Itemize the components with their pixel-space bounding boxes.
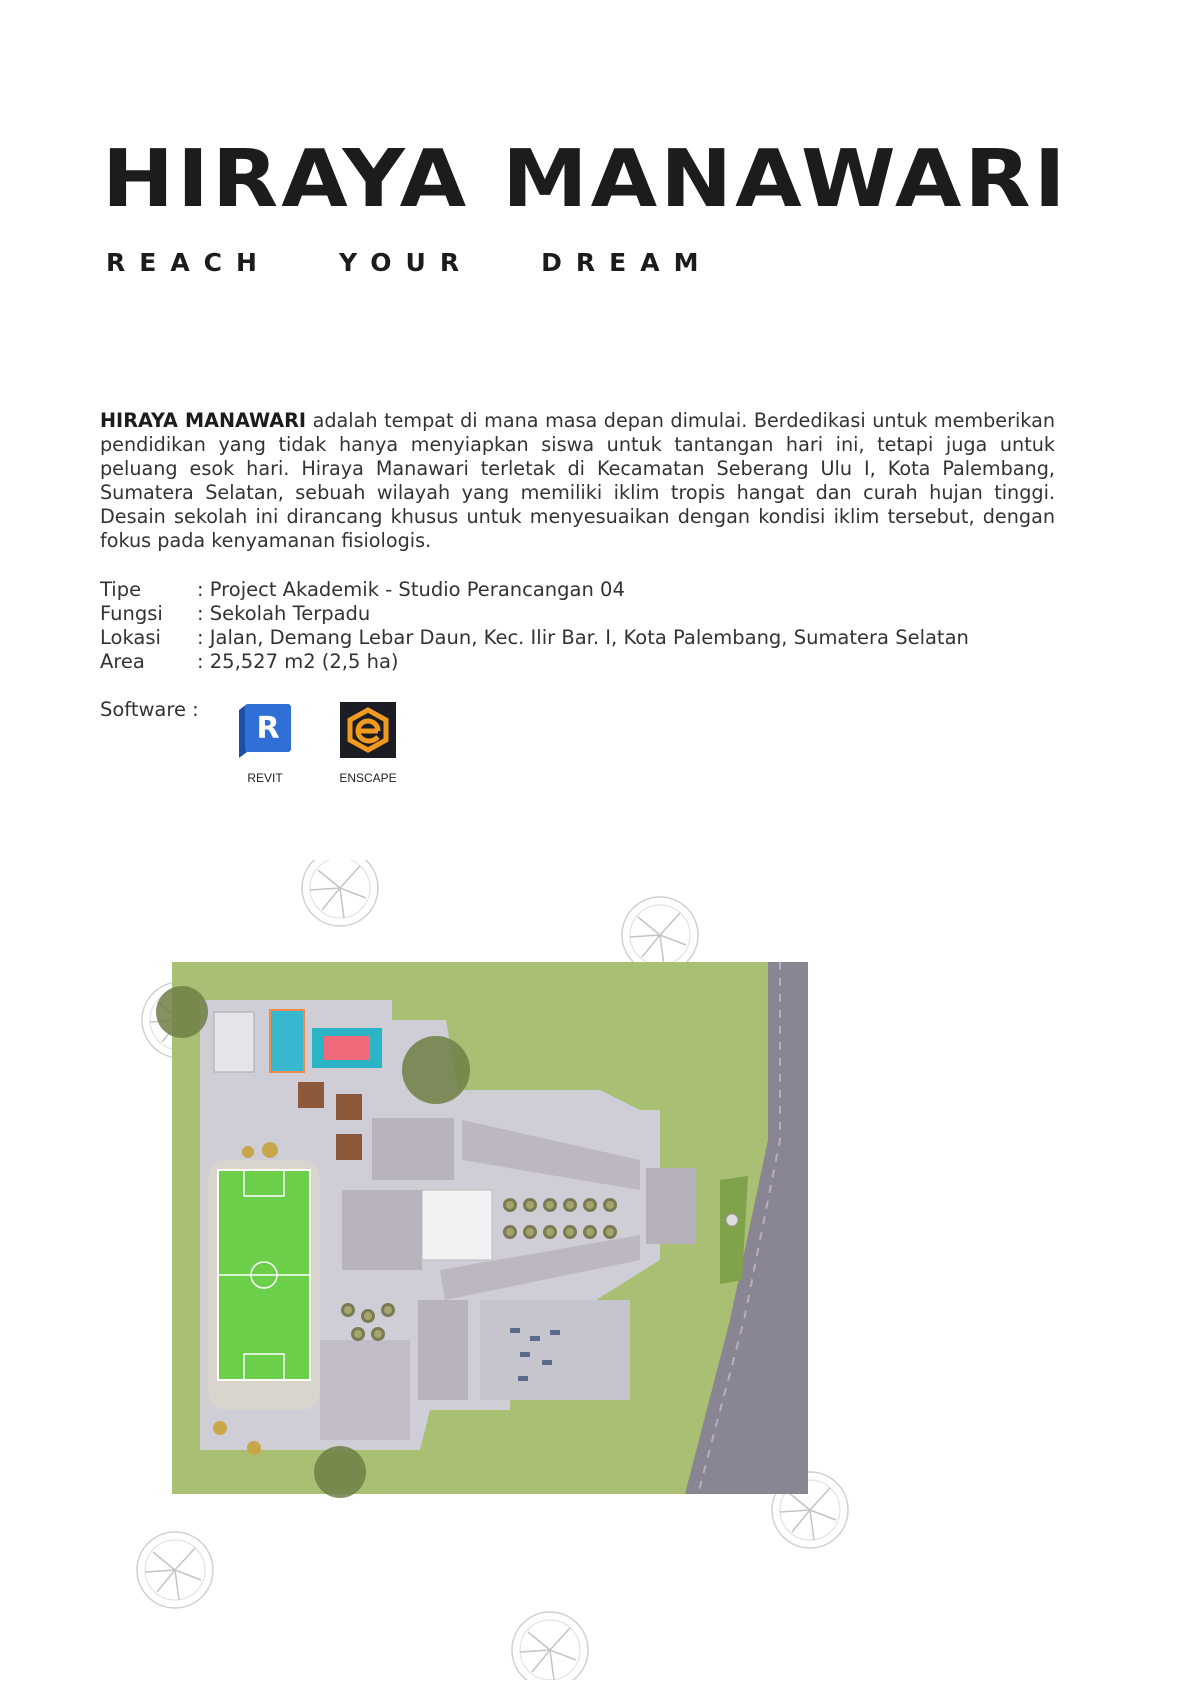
detail-value: : Jalan, Demang Lebar Daun, Kec. Ilir Bar. I, Kota Palembang, Sumatera Selatan	[197, 626, 969, 649]
site-plan-image	[80, 860, 860, 1680]
building-roof	[418, 1300, 468, 1400]
intro-lead: HIRAYA MANAWARI	[100, 409, 307, 432]
building-roof	[372, 1118, 454, 1180]
building-roof	[342, 1190, 422, 1270]
detail-key: Area	[100, 650, 145, 673]
enscape-logo-icon	[338, 700, 398, 760]
tree-outline	[302, 860, 378, 926]
page-title: HIRAYA MANAWARI	[102, 133, 1069, 226]
parking-area	[480, 1300, 630, 1400]
project-details	[100, 578, 969, 674]
detail-row-fungsi	[100, 602, 969, 626]
tagline: REACH YOUR DREAM	[106, 248, 713, 277]
detail-row-lokasi	[100, 626, 969, 650]
revit-glyph: R	[256, 711, 280, 746]
courtyard-canopy	[422, 1190, 492, 1260]
detail-value: : Project Akademik - Studio Perancangan 04	[197, 578, 625, 601]
court-canopy	[214, 1012, 254, 1072]
swimming-pool	[270, 1010, 304, 1072]
intro-text: adalah tempat di mana masa depan dimulai. Berdedikasi untuk memberikan pendidikan yang tidak hanya menyiapkan siswa untuk tantangan hari ini, tetapi juga untuk peluang esok hari. Hiraya Manawari terletak di Kecamatan Seberang Ulu I, Kota Palembang, Sumatera Selatan, sebuah wilayah yang memiliki iklim tropis hangat dan curah hujan tinggi. Desain sekolah ini dirancang khusus untuk menyesuaikan dengan kondisi iklim tersebut, dengan fokus pada kenyamanan fisiologis.	[100, 409, 1055, 552]
software-revit	[220, 700, 310, 785]
detail-row-area	[100, 650, 969, 674]
software-name: REVIT	[247, 771, 283, 785]
software-name: ENSCAPE	[339, 771, 397, 785]
entrance-building	[646, 1168, 696, 1244]
detail-key: Lokasi	[100, 626, 161, 649]
detail-key: Fungsi	[100, 602, 163, 625]
detail-key: Tipe	[100, 578, 142, 601]
software-label: Software :	[100, 698, 199, 721]
detail-value: : 25,527 m2 (2,5 ha)	[197, 650, 399, 673]
intro-paragraph	[100, 409, 1055, 553]
building-roof	[320, 1340, 410, 1440]
software-enscape	[323, 700, 413, 785]
detail-row-tipe	[100, 578, 969, 602]
revit-logo-icon	[235, 700, 295, 760]
detail-value: : Sekolah Terpadu	[197, 602, 371, 625]
